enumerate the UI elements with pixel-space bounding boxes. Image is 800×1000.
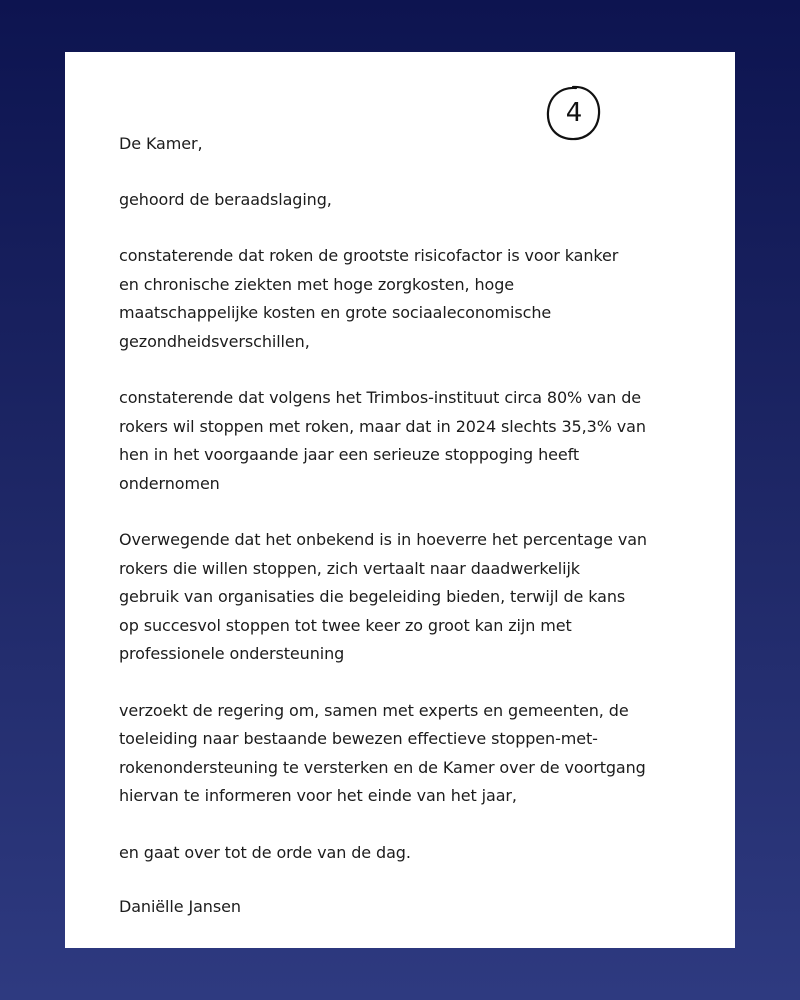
paragraph-4: Overwegende dat het onbekend is in hoeverre het percentage van rokers die willen stoppen, zich vertaalt naar daadwerkelijk gebruik van organisaties die begeleiding bieden, terwijl de kans op succesvol stoppen tot twee keer zo groot kan zijn met professionele ondersteuning xyxy=(119,530,647,663)
paragraph-5: verzoekt de regering om, samen met experts en gemeenten, de toeleiding naar bestaande bewezen effectieve stoppen-met- rokenondersteuning te versterken en de Kamer over de voortgang hiervan te informeren voor het einde van het jaar, xyxy=(119,700,646,805)
paragraph-2: constaterende dat roken de grootste risicofactor is voor kanker en chronische ziekten met hoge zorgkosten, hoge maatschappelijke kosten en grote sociaaleconomische gezondheidsverschillen, xyxy=(119,246,619,351)
closing: en gaat over tot de orde van de dag. xyxy=(119,842,411,862)
signature: Daniëlle Jansen xyxy=(119,897,241,916)
greeting: De Kamer, xyxy=(119,134,203,153)
motion-document xyxy=(65,52,735,948)
paragraph-3: constaterende dat volgens het Trimbos-instituut circa 80% van de rokers wil stoppen met roken, maar dat in 2024 slechts 35,3% van hen in het voorgaande jaar een serieuze stoppoging heeft ondernomen xyxy=(119,388,646,493)
letter-body xyxy=(119,130,689,922)
stamp-number: 4 xyxy=(565,98,583,128)
paragraph-1: gehoord de beraadslaging, xyxy=(119,189,332,209)
